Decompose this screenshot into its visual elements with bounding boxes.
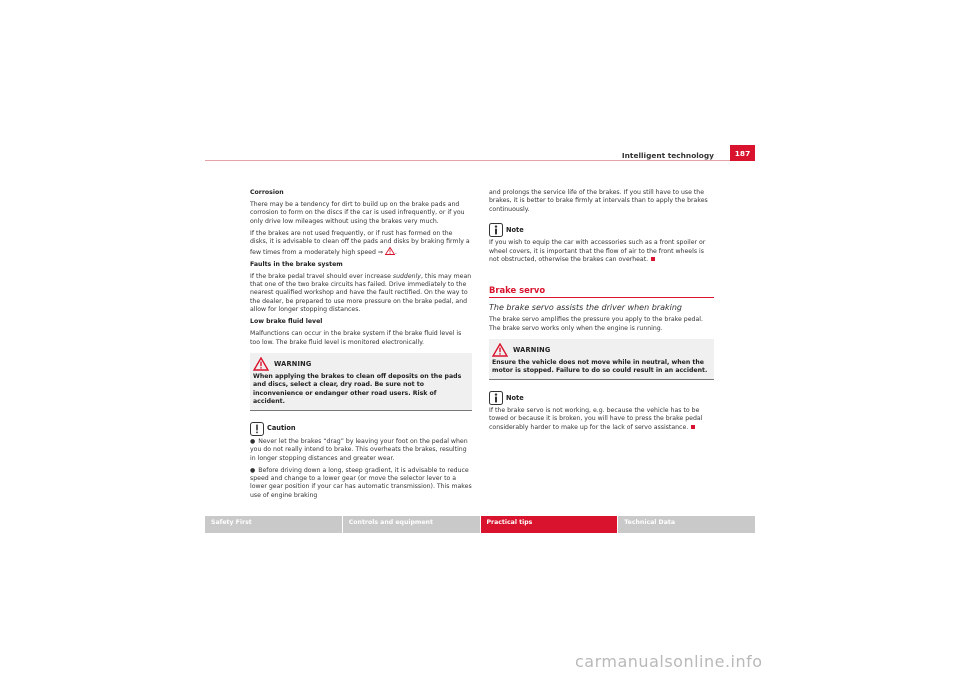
corrosion-heading: Corrosion — [250, 189, 284, 196]
header-rule — [205, 160, 730, 161]
caution-label: Caution — [267, 424, 296, 433]
fluid-heading: Low brake fluid level — [250, 318, 323, 326]
corrosion-paragraph-1: There may be a tendency for dirt to build up on the brake pads and corrosion to form on the discs if the car is used infrequently, or if you only drive low mileages without using the brakes very much. — [250, 201, 465, 225]
footer-tab-safety-first[interactable]: Safety First — [205, 516, 342, 533]
corrosion-paragraph-2: If the brakes are not used frequently, or if rust has formed on the disks, it is advisable to clean off the pads and disks by braking firmly a few times from a moderately high speed ⇒ . — [250, 229, 470, 256]
warning-triangle-icon — [385, 247, 395, 255]
left-column — [250, 189, 472, 504]
note-header-2 — [489, 390, 714, 406]
caution-header — [250, 421, 472, 437]
warning-text: Ensure the vehicle does not move while in neutral, when the motor is stopped. Failure to do so could result in an accident. — [492, 359, 708, 375]
corrosion-paragraph-2-text: If the brakes are not used frequently, or if rust has formed on the disks, it is advisable to clean off the pads and disks by braking firmly a few times from a moderately high speed — [250, 229, 470, 256]
bullet-icon: ● — [250, 466, 256, 474]
warning-label: WARNING — [513, 345, 551, 354]
note-info-icon — [489, 223, 503, 237]
note-label-2: Note — [506, 393, 524, 402]
note-header-1 — [489, 222, 714, 238]
section-title-brake-servo: Brake servo — [489, 286, 714, 297]
page-header-title: Intelligent technology — [621, 151, 714, 160]
footer-tab-practical-tips[interactable]: Practical tips — [481, 516, 618, 533]
section-subtitle: The brake servo assists the driver when braking — [489, 302, 682, 312]
caution-bullet-2: ● Before driving down a long, steep gradient, it is advisable to reduce speed and change to a lower gear (or move the selector lever to a lower gear position if your car has automatic transmission). This makes use of engine braking — [250, 466, 472, 499]
warning-box-neutral — [489, 339, 714, 380]
end-of-section-icon — [651, 257, 655, 261]
brake-servo-paragraph: The brake servo amplifies the pressure you apply to the brake pedal. The brake servo works only when the engine is running. — [489, 316, 703, 332]
note-text-1: If you wish to equip the car with accessories such as a front spoiler or wheel covers, it is important that the flow of air to the front wheels is not obstructed, otherwise the brakes can overheat. — [489, 239, 706, 264]
fluid-paragraph: Malfunctions can occur in the brake system if the brake fluid level is too low. The brake fluid level is monitored electronically. — [250, 330, 462, 346]
right-column — [489, 189, 714, 436]
faults-paragraph: If the brake pedal travel should ever increase suddenly, this may mean that one of the two brake circuits has failed. Drive immediately to the nearest qualified workshop and have the fault rectified. On the way to the dealer, be prepared to use more pressure on the brake pedal, and allow for longer stopping distances. — [250, 272, 472, 314]
watermark-text: carmanualsonline.info — [575, 652, 763, 671]
caution-bullet-1: ● Never let the brakes “drag” by leaving your foot on the pedal when you do not really intend to brake. This overheats the brakes, resulting in longer stopping distances and greater wear. — [250, 437, 468, 462]
end-of-section-icon — [691, 425, 695, 429]
footer-nav — [205, 516, 755, 533]
warning-label: WARNING — [274, 359, 312, 368]
footer-tab-controls-equipment[interactable]: Controls and equipment — [343, 516, 480, 533]
warning-text: When applying the brakes to clean off deposits on the pads and discs, select a clear, dry road. Be sure not to inconvenience or endanger other road users. Risk of accident. — [253, 373, 462, 406]
caution-exclamation-icon — [250, 422, 264, 436]
warning-box-cleaning — [250, 353, 472, 411]
page-number-badge: 187 — [730, 145, 755, 161]
bullet-icon: ● — [250, 437, 256, 445]
warning-triangle-icon — [492, 343, 508, 357]
note-info-icon — [489, 391, 503, 405]
note-text-2: If the brake servo is not working, e.g. because the vehicle has to be towed or because it is broken, you will have to press the brake pedal considerably harder to make up for the lack of servo assistance. — [489, 406, 703, 431]
faults-heading: Faults in the brake system — [250, 260, 343, 268]
warning-triangle-icon — [253, 357, 269, 371]
footer-tab-technical-data[interactable]: Technical Data — [618, 516, 755, 533]
warning-reference[interactable]: ⇒ — [378, 249, 395, 256]
continued-paragraph: and prolongs the service life of the brakes. If you still have to use the brakes, it is better to brake firmly at intervals than to apply the brakes continuously. — [489, 189, 708, 213]
note-label-1: Note — [506, 226, 524, 235]
